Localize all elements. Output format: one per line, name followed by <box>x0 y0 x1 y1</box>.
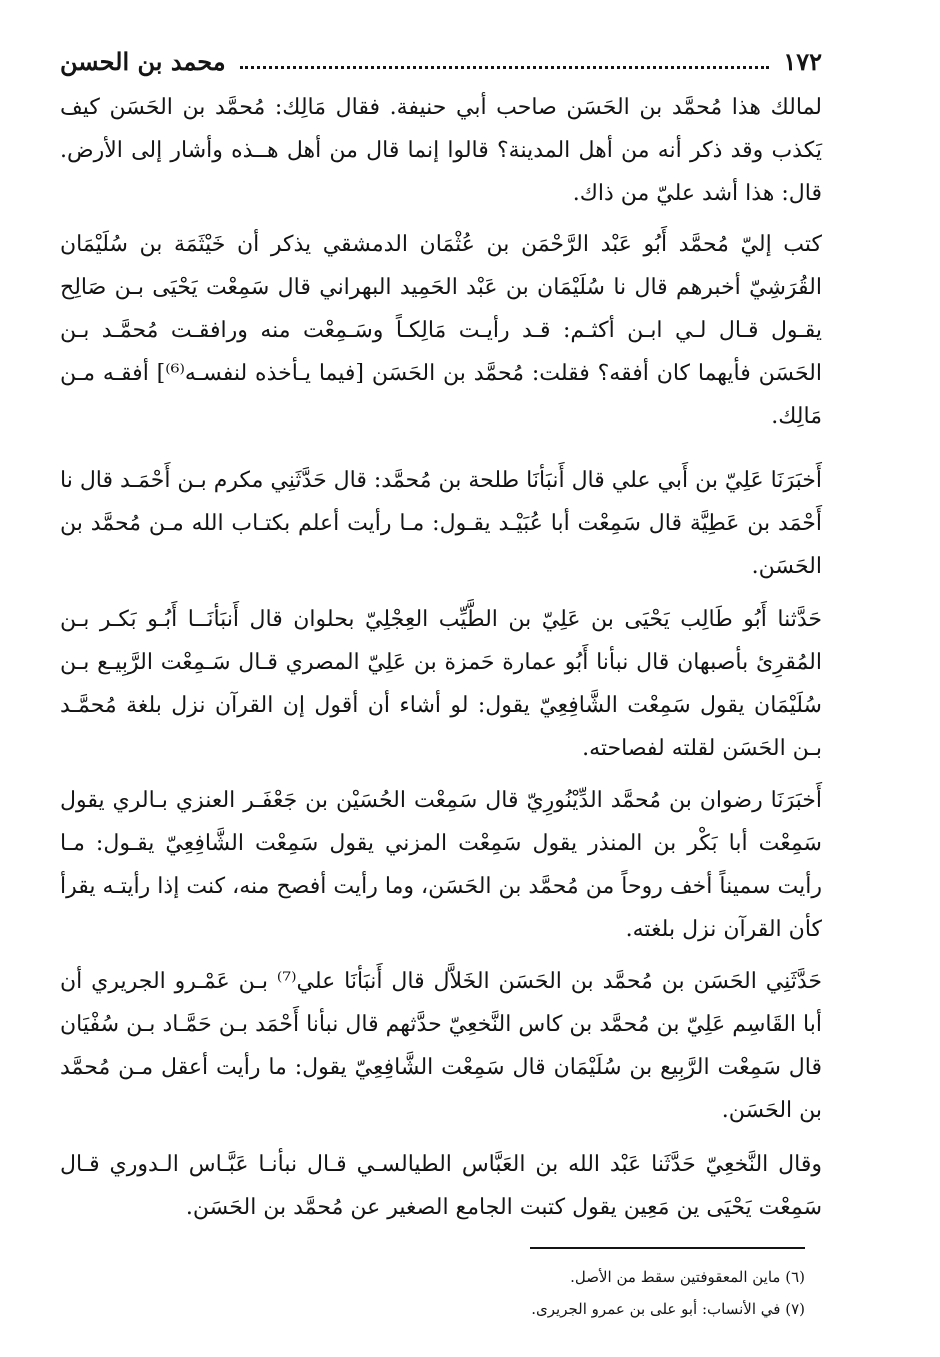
running-title: محمد بن الحسن <box>60 46 226 76</box>
page-number: ١٧٢ <box>783 46 822 76</box>
page-header <box>60 40 822 82</box>
footnote: (٦) ماين المعقوفتين سقط من الأصل. <box>570 1268 805 1286</box>
paragraph: وقال النَّخعِيّ حَدَّثَنا عَبْد الله بن العَبَّاس الطيالسـي قـال نبأنـا عَبَّـاس الـدوري قـال سَمِعْت يَحْيَى ين مَعِين يقول كتبت الجامع الصغير عن مُحمَّد بن الحَسَن. <box>60 1152 822 1220</box>
footnote: (٧) في الأنساب: أبو على بن عمرو الجريرى. <box>531 1300 805 1318</box>
paragraph: أَخبَرَنَا عَلِيّ بن أَبي علي قال أَنبَأنَا طلحة بن مُحمَّد: قال حَدَّثَنِي مكرم بـن أَحْمَـد قال نا أَحْمَد بن عَطِيَّة قال سَمِعْت أبا عُبَيْـد يقـول: مـا رأيت أعلم بكتـاب الله مـن مُحمَّد بن الحَسَن. <box>60 468 822 579</box>
paragraph: حَدَّثَنِي الحَسَن بن مُحمَّد بن الحَسَن الخَلاَّل قال أَنبَأنَا علي⁽⁷⁾ بـن عَمْـرو الجريري أن أبا القَاسِم عَلِيّ بن مُحمَّد بن كاس النَّخعِيّ حدَّثهم قال نبأنا أَحْمَد بـن حَمَّـاد بـن سُفْيَان قال سَمِعْت الرَّبِيع بن سُلَيْمَان قال سَمِعْت الشَّافِعِيّ يقول: ما رأيت أعقل مـن مُحمَّد بن الحَسَن. <box>60 969 823 1123</box>
dotted-leader <box>240 66 770 69</box>
paragraph: حَدَّثنا أَبُو طَالِب يَحْيَى بن عَلِيّ بن الطَّيِّب العِجْلِيّ بحلوان قال أَنبَأنَــا أَبُـو بَكـر بـن المُقرِئ بأصبهان قال نبأنا أَبُو عمارة حَمزة بن عَلِيّ المصري قـال سَـمِعْت الرَّبِيـع بـن سُلَيْمَان يقول سَمِعْت الشَّافِعِيّ يقول: لو أشاء أن أقول إن القرآن نزل بلغة مُحمَّـد بـن الحَسَن لقلته لفصاحته. <box>60 607 822 761</box>
paragraph: كتب إليّ مُحمَّد أَبُو عَبْد الرَّحْمَن بن عُثْمَان الدمشقي يذكر أن خَيْثَمَة بن سُلَيْمَان القُرَشِيّ أخبرهم قال نا سُلَيْمَان بن عَبْد الحَمِيد البهراني قال سَمِعْت يَحْيَى بـن صَالِح يقـول قـال لـي ابـن أكثـم: قـد رأيـت مَالِكـاً وسَـمِعْت منه ورافقـت مُحمَّـد بـن الحَسَن فأيهما كان أفقه؟ فقلت: مُحمَّد بن الحَسَن [فيما يـأخذه لنفسـه⁽⁶⁾] أفقـه مـن مَالِك. <box>60 232 822 429</box>
paragraph: أَخبَرَنَا رضوان بن مُحمَّد الدِّيْنُورِيّ قال سَمِعْت الحُسَيْن بن جَعْفَـر العنزي بـالري يقول سَمِعْت أبا بَكْر بن المنذر يقول سَمِعْت المزني يقول سَمِعْت الشَّافِعِيّ يقـول: مـا رأيت سميناً أخف روحاً من مُحمَّد بن الحَسَن، وما رأيت أفصح منه، كنت إذا رأيتـه يقرأ كأن القرآن نزل بلغته. <box>60 788 822 942</box>
footnote-separator <box>530 1247 805 1249</box>
paragraph: لمالك هذا مُحمَّد بن الحَسَن صاحب أبي حنيفة. فقال مَالِك: مُحمَّد بن الحَسَن كيف يَكذب وقد ذكر أنه من أهل المدينة؟ قالوا إنما قال من أهل هــذه وأشار إلى الأرض. قال: هذا أشد عليّ من ذاك. <box>60 95 822 206</box>
